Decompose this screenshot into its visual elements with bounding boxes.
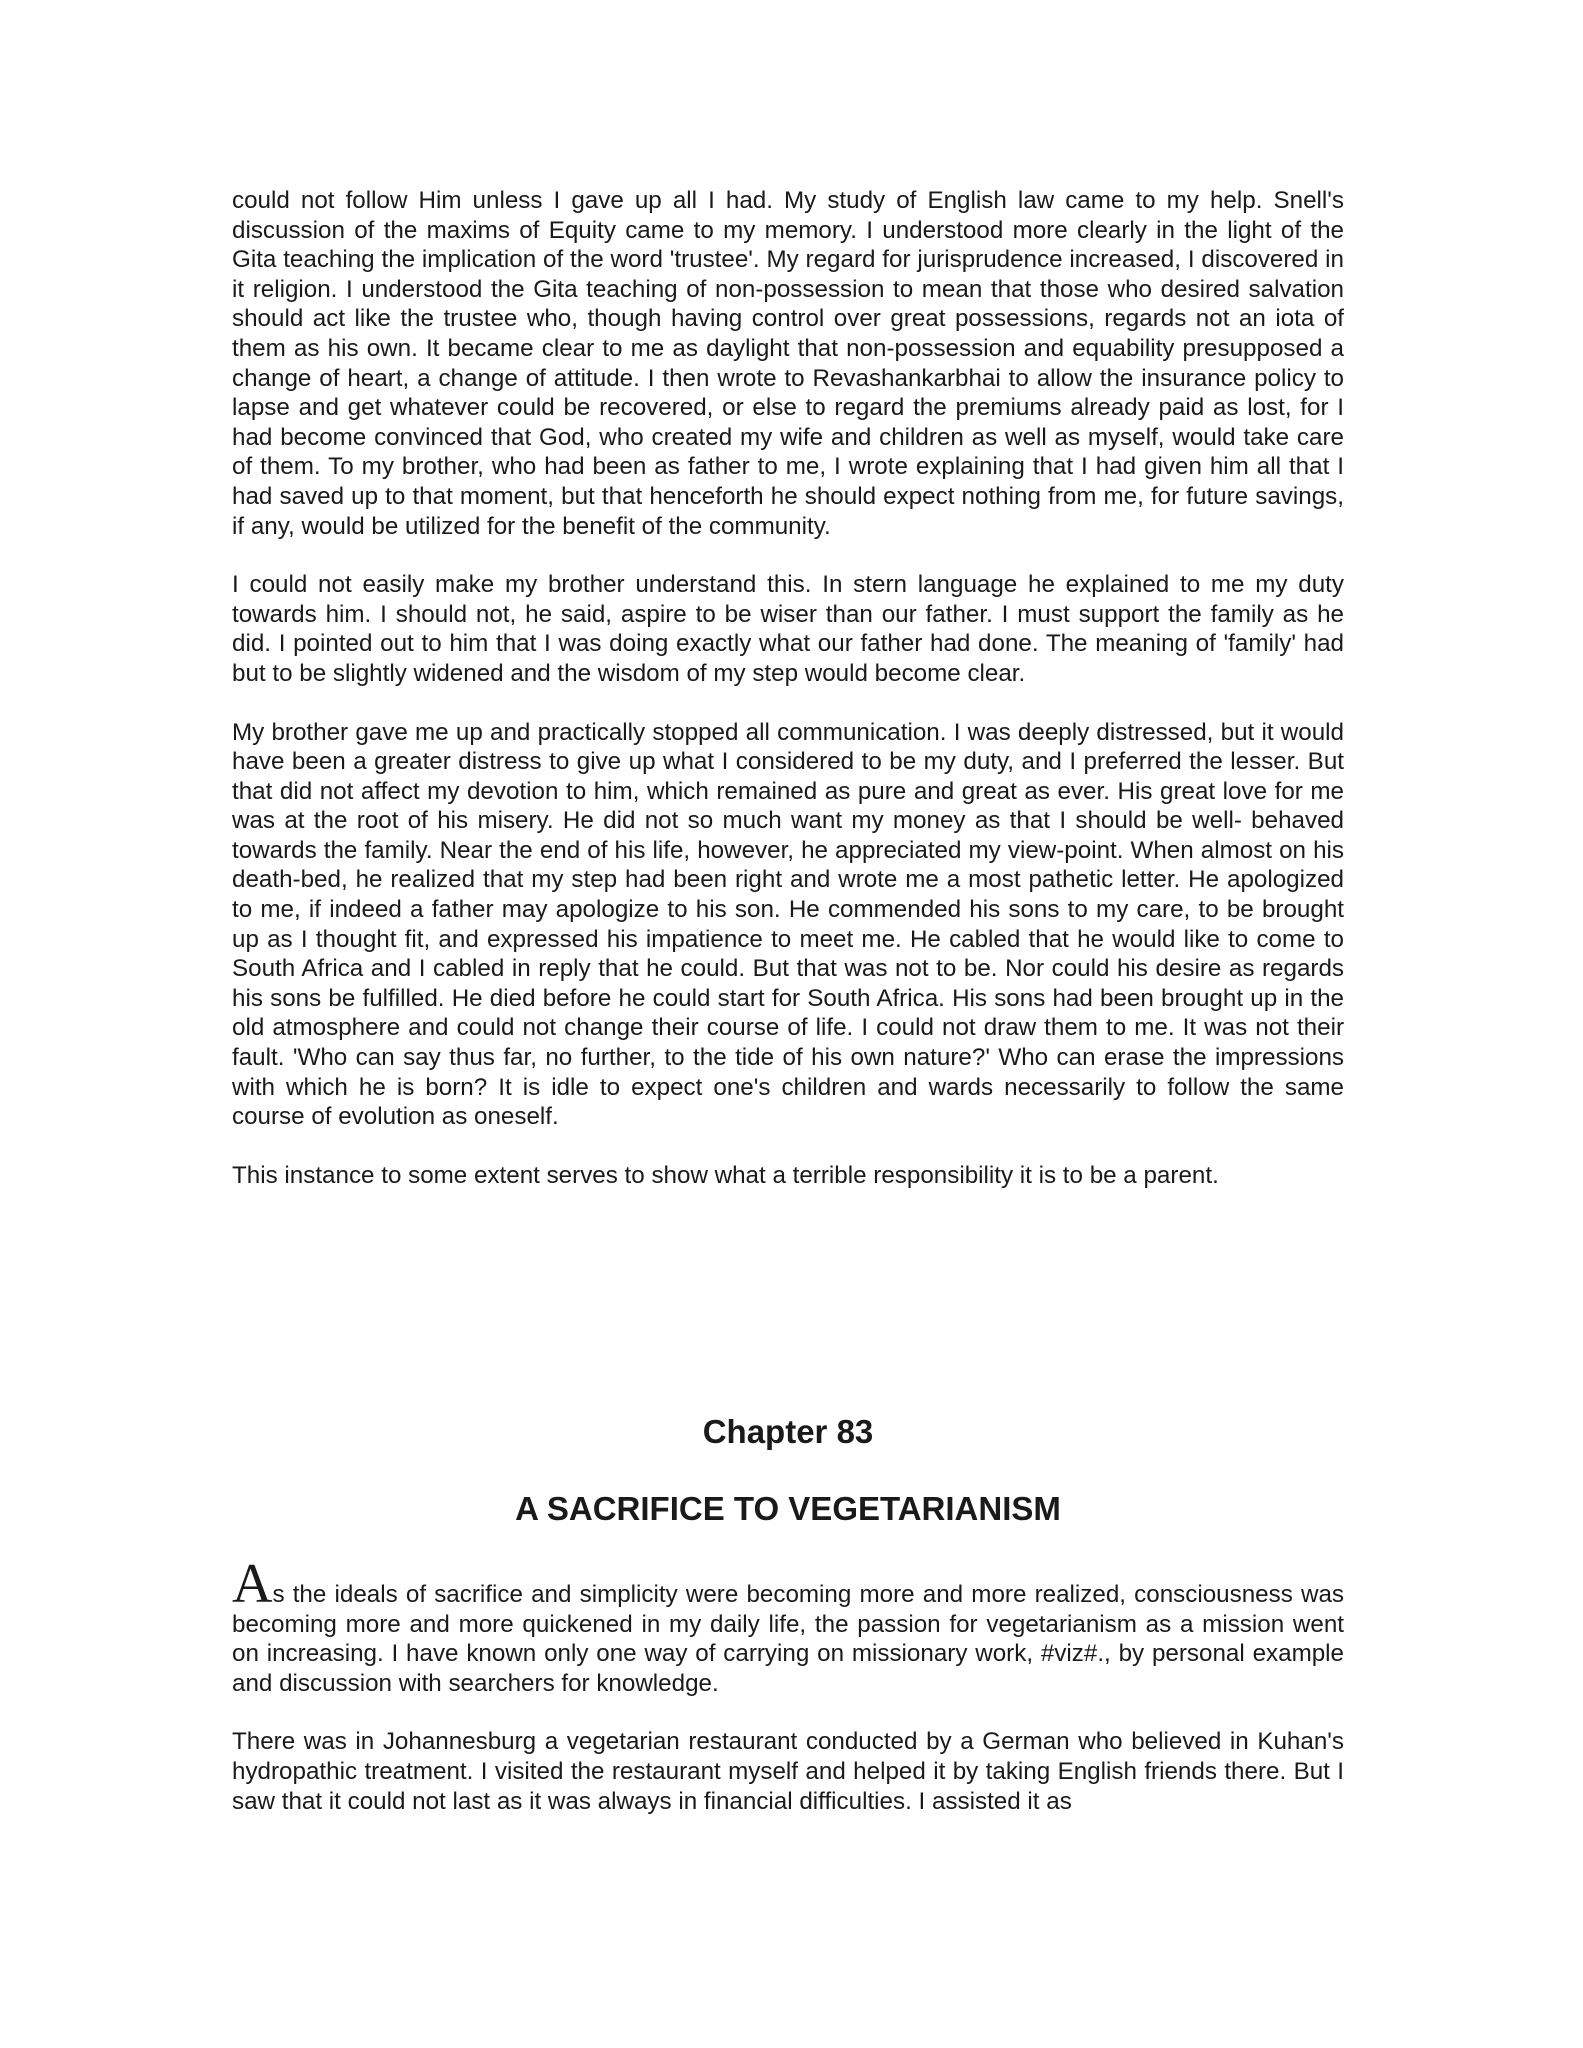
drop-cap: A: [232, 1553, 273, 1615]
paragraph-brother-duty: I could not easily make my brother understand this. In stern language he explained to me my duty towards him. I should not, he said, aspire to be wiser than our father. I must support the family as he did. I pointed out to him that I was doing exactly what our father had done. The meaning of 'family' had but to be slightly widened and the wisdom of my step would become clear.: [232, 571, 1344, 687]
chapter-opening-paragraph: [232, 1553, 1344, 1698]
page-content: [232, 186, 1344, 1815]
opening-paragraph-text: s the ideals of sacrifice and simplicity were becoming more and more realized, consciousness was becoming more and more quickened in my daily life, the passion for vegetarianism as a mission went on increasing. I have known only one way of carrying on missionary work, #viz#., by personal example and discussion with searchers for knowledge.: [232, 1581, 1344, 1697]
paragraph-johannesburg-restaurant: There was in Johannesburg a vegetarian restaurant conducted by a German who believed in Kuhan's hydropathic treatment. I visited the restaurant myself and helped it by taking English friends there. But I saw that it could not last as it was always in financial difficulties. I assisted it as: [232, 1728, 1344, 1815]
paragraph-parent-responsibility: This instance to some extent serves to show what a terrible responsibility it is to be a parent.: [232, 1161, 1219, 1189]
paragraph-brother-estrangement: My brother gave me up and practically stopped all communication. I was deeply distressed, but it would have been a greater distress to give up what I considered to be my duty, and I preferred the lesser. But that did not affect my devotion to him, which remained as pure and great as ever. His great love for me was at the root of his misery. He did not so much want my money as that I should be well- behaved towards the family. Near the end of his life, however, he appreciated my view-point. When almost on his death-bed, he realized that my step had been right and wrote me a most pathetic letter. He apologized to me, if indeed a father may apologize to his son. He commended his sons to my care, to be brought up as I thought fit, and expressed his impatience to meet me. He cabled that he would like to come to South Africa and I cabled in reply that he could. But that was not to be. Nor could his desire as regards his sons be fulfilled. He died before he could start for South Africa. His sons had been brought up in the old atmosphere and could not change their course of life. I could not draw them to me. It was not their fault. 'Who can say thus far, no further, to the tide of his own nature?' Who can erase the impressions with which he is born? It is idle to expect one's children and wards necessarily to follow the same course of evolution as oneself.: [232, 718, 1344, 1131]
chapter-body: [232, 1553, 1344, 1816]
chapter-title: A SACRIFICE TO VEGETARIANISM: [515, 1490, 1061, 1527]
paragraph-trusteeship: could not follow Him unless I gave up all I had. My study of English law came to my help. Snell's discussion of the maxims of Equity came to my memory. I understood more clearly in the light of the Gita teaching the implication of the word 'trustee'. My regard for jurisprudence increased, I discovered in it religion. I understood the Gita teaching of non-possession to mean that those who desired salvation should act like the trustee who, though having control over great possessions, regards not an iota of them as his own. It became clear to me as daylight that non-possession and equability presupposed a change of heart, a change of attitude. I then wrote to Revashankarbhai to allow the insurance policy to lapse and get whatever could be recovered, or else to regard the premiums already paid as lost, for I had become convinced that God, who created my wife and children as well as myself, would take care of them. To my brother, who had been as father to me, I wrote explaining that I had given him all that I had saved up to that moment, but that henceforth he should expect nothing from me, for future savings, if any, would be utilized for the benefit of the community.: [232, 187, 1344, 540]
chapter-number: Chapter 83: [702, 1413, 874, 1450]
